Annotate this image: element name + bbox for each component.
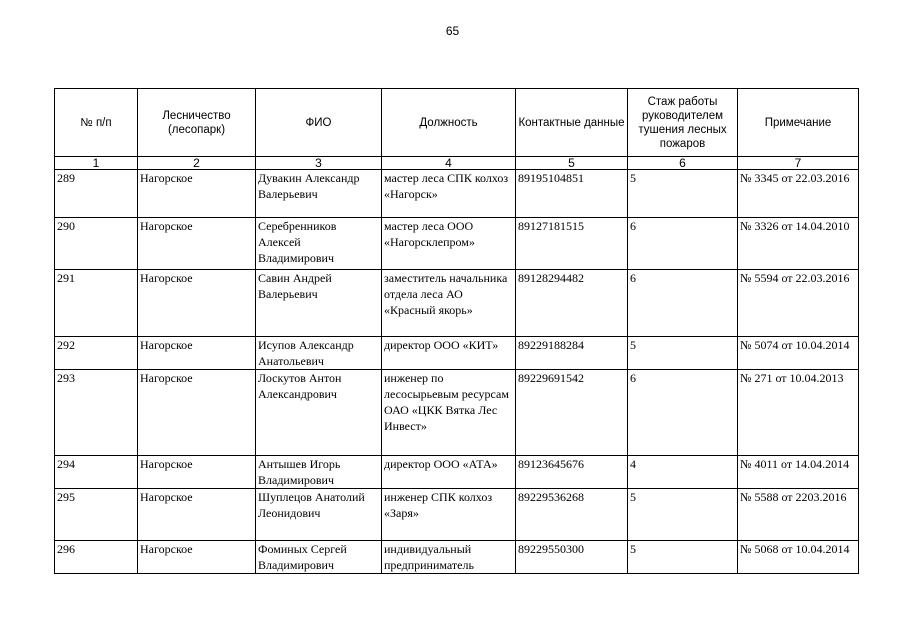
- cell-position: заместитель начальника отдела леса АО «Красный якорь»: [382, 270, 516, 337]
- cell-forestry: Нагорское: [138, 456, 256, 489]
- cell-contact: 89229188284: [516, 337, 628, 370]
- cell-note: № 4011 от 14.04.2014: [738, 456, 859, 489]
- cell-experience: 5: [628, 541, 738, 574]
- cell-note: № 5588 от 2203.2016: [738, 489, 859, 541]
- column-number: 4: [382, 157, 516, 170]
- cell-note: № 5068 от 10.04.2014: [738, 541, 859, 574]
- cell-position: директор ООО «АТА»: [382, 456, 516, 489]
- table-row: [55, 270, 859, 337]
- header-note: Примечание: [738, 89, 859, 157]
- cell-experience: 5: [628, 337, 738, 370]
- cell-position: индивидуальный предприниматель: [382, 541, 516, 574]
- cell-contact: 89229691542: [516, 370, 628, 456]
- cell-contact: 89195104851: [516, 170, 628, 218]
- column-number: 1: [55, 157, 138, 170]
- cell-fio: Шуплецов Анатолий Леонидович: [256, 489, 382, 541]
- table-row: [55, 337, 859, 370]
- table-row: [55, 456, 859, 489]
- cell-note: № 3326 от 14.04.2010: [738, 218, 859, 270]
- cell-contact: 89229550300: [516, 541, 628, 574]
- cell-number: 293: [55, 370, 138, 456]
- header-position: Должность: [382, 89, 516, 157]
- cell-experience: 6: [628, 370, 738, 456]
- column-number: 2: [138, 157, 256, 170]
- cell-contact: 89123645676: [516, 456, 628, 489]
- cell-forestry: Нагорское: [138, 170, 256, 218]
- cell-forestry: Нагорское: [138, 541, 256, 574]
- header-experience: Стаж работы руководителем тушения лесных пожаров: [628, 89, 738, 157]
- cell-experience: 5: [628, 489, 738, 541]
- cell-number: 292: [55, 337, 138, 370]
- column-number-row: [55, 157, 859, 170]
- cell-position: инженер СПК колхоз «Заря»: [382, 489, 516, 541]
- cell-note: № 3345 от 22.03.2016: [738, 170, 859, 218]
- cell-fio: Исупов Александр Анатольевич: [256, 337, 382, 370]
- header-contact: Контактные данные: [516, 89, 628, 157]
- cell-fio: Лоскутов Антон Александрович: [256, 370, 382, 456]
- cell-note: № 5594 от 22.03.2016: [738, 270, 859, 337]
- cell-forestry: Нагорское: [138, 489, 256, 541]
- table-row: [55, 541, 859, 574]
- table-row: [55, 489, 859, 541]
- table-row: [55, 370, 859, 456]
- cell-fio: Антышев Игорь Владимирович: [256, 456, 382, 489]
- table-row: [55, 218, 859, 270]
- column-number: 3: [256, 157, 382, 170]
- cell-number: 295: [55, 489, 138, 541]
- cell-number: 290: [55, 218, 138, 270]
- cell-experience: 6: [628, 270, 738, 337]
- cell-contact: 89128294482: [516, 270, 628, 337]
- cell-position: мастер леса СПК колхоз «Нагорск»: [382, 170, 516, 218]
- fire-managers-table: [54, 88, 859, 574]
- cell-experience: 6: [628, 218, 738, 270]
- header-forestry: Лесничество (лесопарк): [138, 89, 256, 157]
- cell-experience: 5: [628, 170, 738, 218]
- header-number: № п/п: [55, 89, 138, 157]
- cell-fio: Серебренников Алексей Владимирович: [256, 218, 382, 270]
- cell-position: мастер леса ООО «Нагорсклепром»: [382, 218, 516, 270]
- cell-fio: Фоминых Сергей Владимирович: [256, 541, 382, 574]
- cell-experience: 4: [628, 456, 738, 489]
- cell-number: 294: [55, 456, 138, 489]
- cell-position: инженер по лесосырьевым ресурсам ОАО «ЦКК Вятка Лес Инвест»: [382, 370, 516, 456]
- cell-fio: Савин Андрей Валерьевич: [256, 270, 382, 337]
- cell-forestry: Нагорское: [138, 337, 256, 370]
- cell-fio: Дувакин Александр Валерьевич: [256, 170, 382, 218]
- column-number: 5: [516, 157, 628, 170]
- cell-note: № 271 от 10.04.2013: [738, 370, 859, 456]
- column-number: 6: [628, 157, 738, 170]
- cell-number: 296: [55, 541, 138, 574]
- cell-forestry: Нагорское: [138, 370, 256, 456]
- cell-forestry: Нагорское: [138, 218, 256, 270]
- page-number: 65: [445, 24, 460, 38]
- cell-position: директор ООО «КИТ»: [382, 337, 516, 370]
- cell-note: № 5074 от 10.04.2014: [738, 337, 859, 370]
- cell-contact: 89229536268: [516, 489, 628, 541]
- column-number: 7: [738, 157, 859, 170]
- cell-number: 289: [55, 170, 138, 218]
- header-fio: ФИО: [256, 89, 382, 157]
- header-row: [55, 89, 859, 157]
- cell-contact: 89127181515: [516, 218, 628, 270]
- table-row: [55, 170, 859, 218]
- cell-forestry: Нагорское: [138, 270, 256, 337]
- cell-number: 291: [55, 270, 138, 337]
